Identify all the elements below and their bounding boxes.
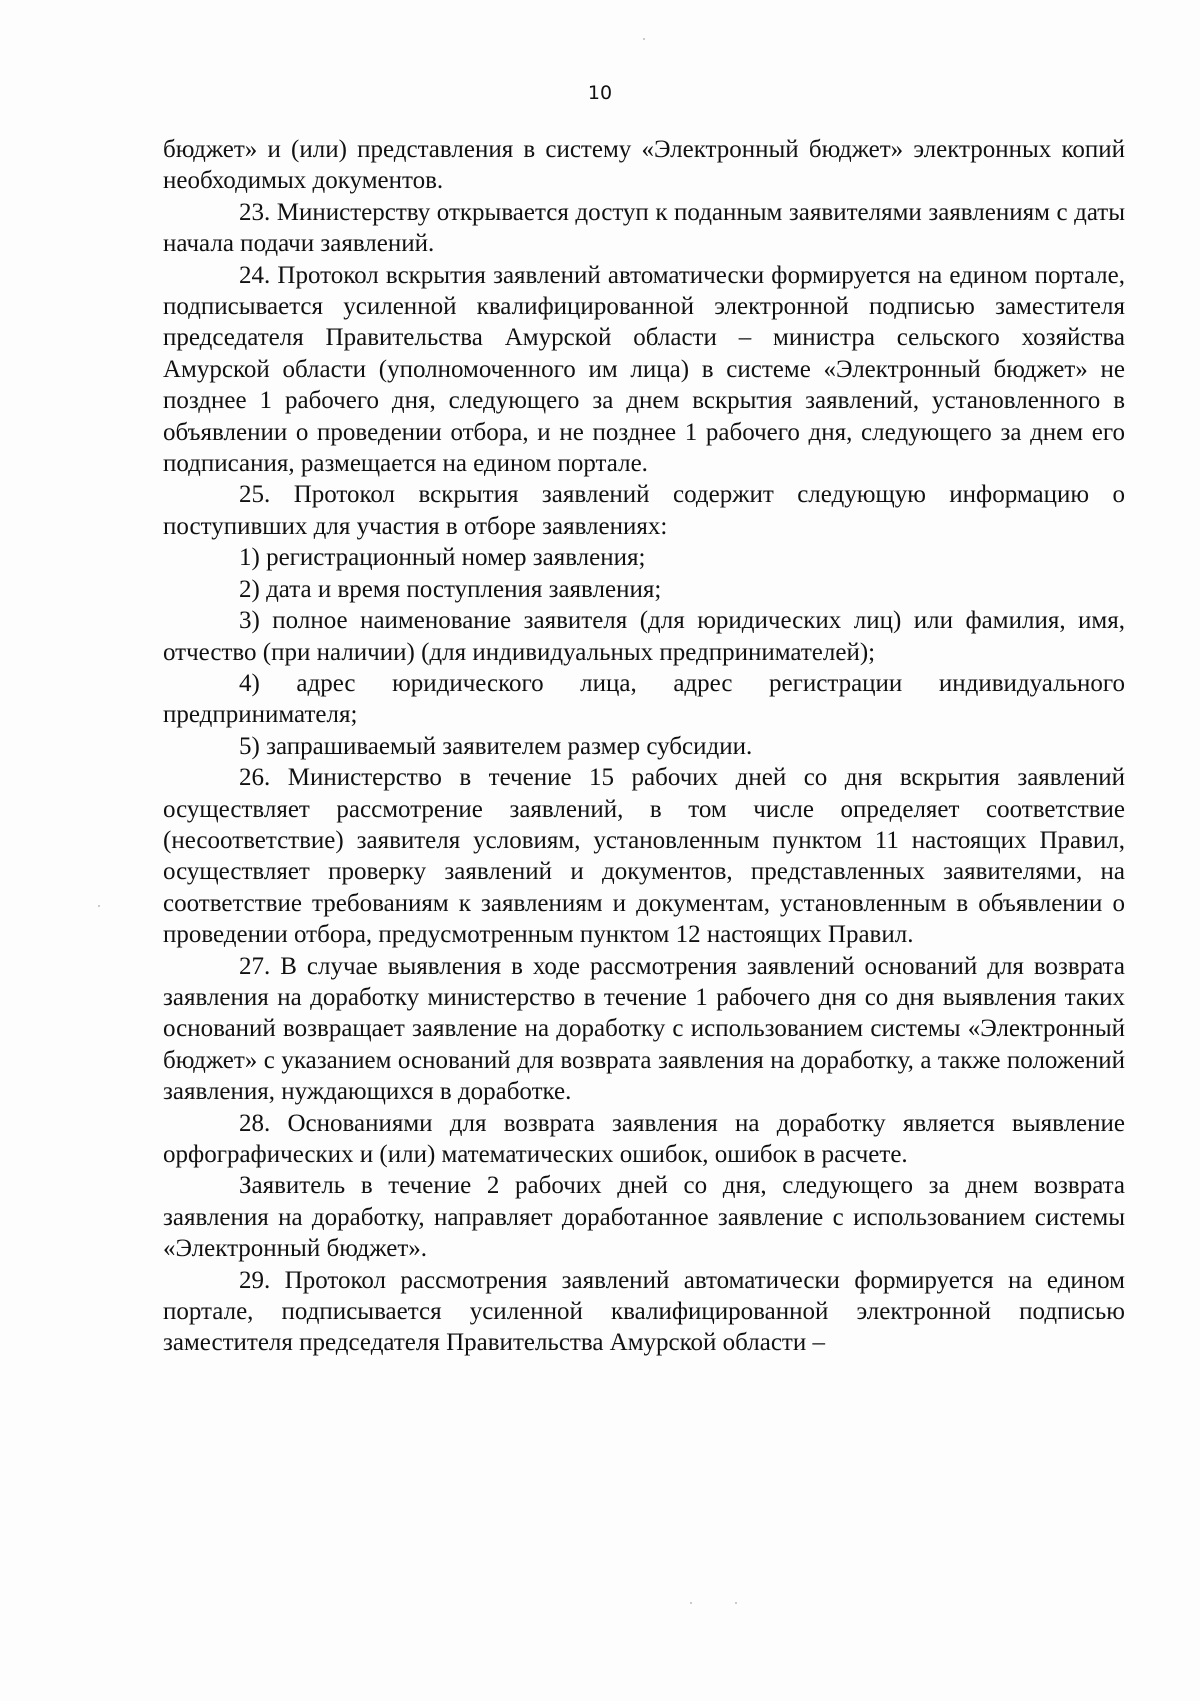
paragraph-29: 29. Протокол рассмотрения заявлений автоматически формируется на едином портале, подписывается усиленной квалифицированной электронной подписью заместителя председателя Правительства Амурской области – xyxy=(163,1266,1125,1357)
paragraph-25: 25. Протокол вскрытия заявлений содержит следующую информацию о поступивших для участия в отборе заявлениях: xyxy=(163,481,1125,540)
paragraph-continuation: бюджет» и (или) представления в систему «Электронный бюджет» электронных копий необходимых документов. xyxy=(163,136,1125,195)
paragraph-27: 27. В случае выявления в ходе рассмотрения заявлений оснований для возврата заявления на доработку министерство в течение 1 рабочего дня со дня выявления таких оснований возвращает заявление на доработку с использованием системы «Электронный бюджет» с указанием оснований для возврата заявления на доработку, а также положений заявления, нуждающихся в доработке. xyxy=(163,952,1125,1106)
paragraph-24: 24. Протокол вскрытия заявлений автоматически формируется на едином портале, подписывается усиленной квалифицированной электронной подписью заместителя председателя Правительства Амурской области – министра сельского хозяйства Амурской области (уполномоченного им лица) в системе «Электронный бюджет» не позднее 1 рабочего дня, следующего за днем вскрытия заявлений, установленного в объявлении о проведении отбора, и не позднее 1 рабочего дня, следующего за днем его подписания, размещается на едином портале. xyxy=(163,261,1125,478)
paragraph-28: 28. Основаниями для возврата заявления на доработку является выявление орфографических и (или) математических ошибок, ошибок в расчете. xyxy=(163,1109,1125,1168)
list-item-2: 2) дата и время поступления заявления; xyxy=(239,575,662,603)
scan-artifact xyxy=(98,905,100,907)
paragraph-23: 23. Министерству открывается доступ к поданным заявителями заявлениям с даты начала подачи заявлений. xyxy=(163,198,1125,258)
list-item-3: 3) полное наименование заявителя (для юридических лиц) или фамилия, имя, отчество (при наличии) (для индивидуальных предпринимателей); xyxy=(163,607,1125,666)
scan-artifact xyxy=(735,1602,737,1604)
paragraph-26: 26. Министерство в течение 15 рабочих дней со дня вскрытия заявлений осуществляет рассмотрение заявлений, в том числе определяет соответствие (несоответствие) заявителя условиям, установленным пунктом 11 настоящих Правил, осуществляет проверку заявлений и документов, представленных заявителями, на соответствие требованиям к заявлениям и документам, установленным в объявлении о проведении отбора, предусмотренным пунктом 12 настоящих Правил. xyxy=(163,764,1125,949)
page-number: 10 xyxy=(587,82,613,104)
list-item-1: 1) регистрационный номер заявления; xyxy=(239,544,646,572)
paragraph-28-applicant: Заявитель в течение 2 рабочих дней со дня, следующего за днем возврата заявления на доработку, направляет доработанное заявление с использованием системы «Электронный бюджет». xyxy=(163,1172,1125,1263)
document-body xyxy=(163,134,1125,1359)
list-item-5: 5) запрашиваемый заявителем размер субсидии. xyxy=(239,732,753,760)
list-item-4: 4) адрес юридического лица, адрес регистрации индивидуального предпринимателя; xyxy=(163,669,1125,729)
scan-artifact xyxy=(643,38,645,40)
scan-artifact xyxy=(690,1602,692,1604)
